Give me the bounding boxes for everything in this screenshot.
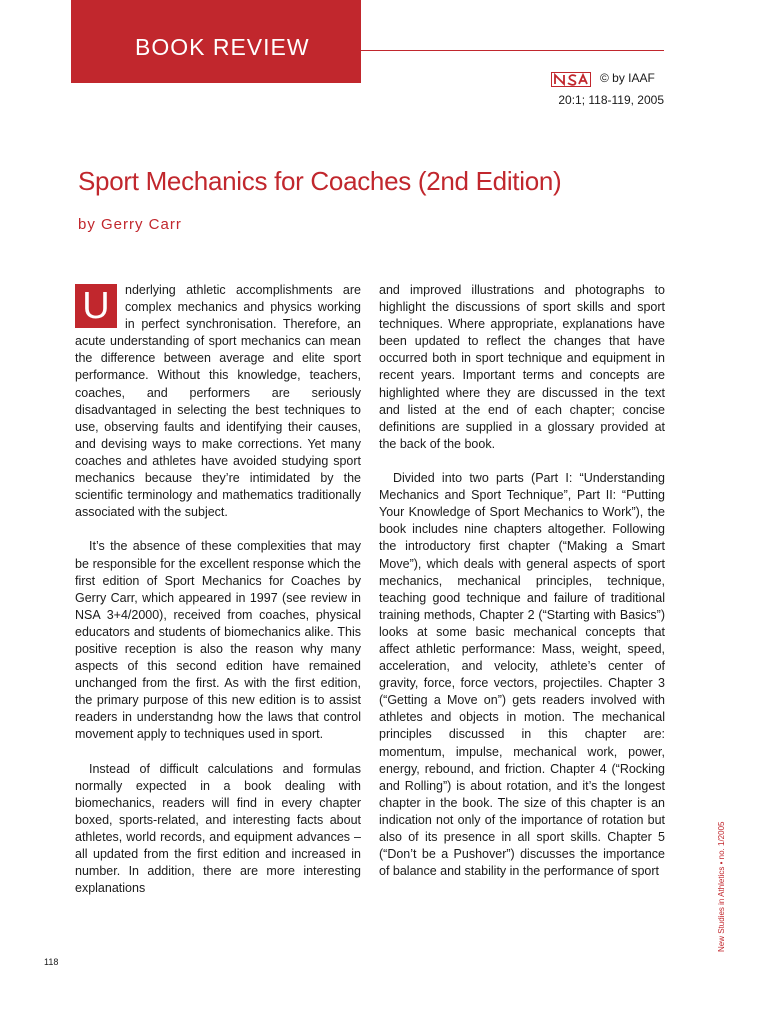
right-column [379,282,665,897]
journal-name: New Studies in Athletics [717,866,726,952]
left-column [75,282,361,914]
paragraph-text: nderlying athletic accomplishments are complex mechanics and physics working in perfect synchronisation. Therefore, an acute understanding of sport mechanics can mean the difference between average and elite sport performance. Without this knowledge, teachers, coaches, and performers are seriously disadvantaged in selecting the best techniques to use, observing faults and identifying their causes, and devising ways to make corrections. Yet many coaches and athletes have avoided studying sport mechanics because they’re intimidated by the scientific terminology and mathematics traditionally associated with the subject. [75,283,361,520]
paragraph: Instead of difficult calculations and formulas normally expected in a book dealing with biomechanics, readers will find in every chapter boxed, sports-related, and interesting facts about athletes, world records, and equipment advances – all updated from the first edition and increased in number. In addition, there are more interesting explanations [75,761,361,896]
journal-credit [717,822,726,952]
paragraph: and improved illustrations and photographs to highlight the discussions of sport skills and sport techniques. Where appropriate, explanations have been updated to reflect the changes that have occurred both in sport technique and equipment in recent years. Important terms and concepts are highlighted where they are discussed in the text and listed at the end of each chapter; concise definitions are supplied in a glossary provided at the back of the book. [379,283,665,451]
journal-issue: no. 1/2005 [717,821,726,860]
copyright-notice: © by IAAF [600,71,655,85]
nsa-logo-icon [551,72,591,87]
article-title: Sport Mechanics for Coaches (2nd Edition) [78,166,562,196]
header-rule [361,50,664,51]
citation: 20:1; 118-119, 2005 [558,93,664,107]
paragraph: It’s the absence of these complexities that may be responsible for the excellent response which the first edition of Sport Mechanics for Coaches by Gerry Carr, which appeared in 1997 (see review in NSA 3+4/2000), received from coaches, physical educators and students of biomechanics alike. This positive reception is also the reason why many aspects of this second edition have remained unchanged from the first. As with the first edition, the primary purpose of this new edition is to assist readers in understandng how the laws that control movement apply to techniques used in sport. [75,539,361,742]
paragraph [75,282,361,521]
paragraph: Divided into two parts (Part I: “Understanding Mechanics and Sport Technique”, Part II: “Putting Your Knowledge of Sport Mechanics to Work”), the book includes nine chapters altogether. Following the introductory first chapter (“Making a Smart Move”), which deals with general aspects of sport mechanics, mechanical principles, technique, teaching good technique and failure of traditional training methods, Chapter 2 (“Starting with Basics”) looks at some basic mechanical concepts that affect athletic performance: Mass, weight, speed, acceleration, and velocity, athlete’s center of gravity, force, force vectors, projectiles. Chapter 3 (“Getting a Move on”) gets readers involved with athletes and objects in motion. The mechanical principles discussed in this chapter are: momentum, impulse, mechanical work, power, energy, rebound, and friction. Chapter 4 (“Rocking and Rolling”) is about rotation, and it’s the longest chapter in the book. The size of this chapter is an indication not only of the importance of rotation but also of its presence in all sport skills. Chapter 5 (“Don’t be a Pushover”) discusses the importance of balance and stability in the performance of sport [379,471,665,879]
drop-cap: U [75,284,117,328]
byline: by Gerry Carr [78,216,182,233]
section-banner [71,0,361,83]
section-label: BOOK REVIEW [135,34,310,60]
page-number: 118 [44,957,59,967]
separator: • [717,861,726,865]
